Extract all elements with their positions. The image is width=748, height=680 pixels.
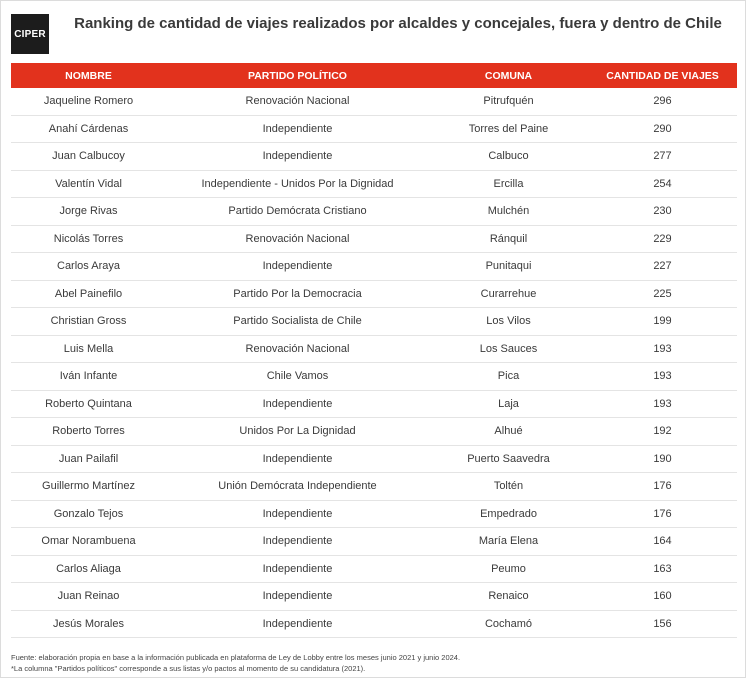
cell-viajes: 254	[588, 170, 737, 198]
table-row	[11, 88, 737, 115]
cell-comuna: Peumo	[429, 555, 588, 583]
cell-comuna: Punitaqui	[429, 253, 588, 281]
table-body	[11, 88, 737, 638]
cell-viajes: 176	[588, 473, 737, 501]
cell-viajes: 199	[588, 308, 737, 336]
cell-comuna: Ránquil	[429, 225, 588, 253]
chart-title: Ranking de cantidad de viajes realizados por alcaldes y concejales, fuera y dentro de Chile	[74, 15, 722, 32]
table-row	[11, 610, 737, 638]
table-row	[11, 418, 737, 446]
cell-viajes: 227	[588, 253, 737, 281]
cell-viajes: 193	[588, 390, 737, 418]
cell-viajes: 230	[588, 198, 737, 226]
cell-comuna: Curarrehue	[429, 280, 588, 308]
table-row	[11, 143, 737, 171]
cell-partido: Independiente	[166, 610, 429, 638]
table-row	[11, 363, 737, 391]
cell-partido: Independiente	[166, 500, 429, 528]
cell-partido: Renovación Nacional	[166, 335, 429, 363]
cell-nombre: Christian Gross	[11, 308, 166, 336]
cell-nombre: Roberto Torres	[11, 418, 166, 446]
cell-partido: Independiente	[166, 528, 429, 556]
cell-viajes: 163	[588, 555, 737, 583]
cell-partido: Independiente	[166, 445, 429, 473]
cell-comuna: Calbuco	[429, 143, 588, 171]
cell-viajes: 290	[588, 115, 737, 143]
cell-viajes: 156	[588, 610, 737, 638]
table-row	[11, 170, 737, 198]
cell-comuna: Empedrado	[429, 500, 588, 528]
table-row	[11, 308, 737, 336]
cell-partido: Renovación Nacional	[166, 88, 429, 115]
table-row	[11, 555, 737, 583]
cell-comuna: Pitrufquén	[429, 88, 588, 115]
cell-nombre: Nicolás Torres	[11, 225, 166, 253]
cell-nombre: Luis Mella	[11, 335, 166, 363]
logo-text: CIPER	[14, 28, 46, 40]
column-header-partido: PARTIDO POLÍTICO	[166, 63, 429, 88]
cell-nombre: Abel Painefilo	[11, 280, 166, 308]
cell-nombre: Omar Norambuena	[11, 528, 166, 556]
cell-viajes: 193	[588, 335, 737, 363]
cell-partido: Independiente	[166, 143, 429, 171]
table-row	[11, 445, 737, 473]
cell-comuna: Toltén	[429, 473, 588, 501]
cell-viajes: 190	[588, 445, 737, 473]
cell-viajes: 160	[588, 583, 737, 611]
cell-comuna: Mulchén	[429, 198, 588, 226]
table-row	[11, 390, 737, 418]
column-header-comuna: COMUNA	[429, 63, 588, 88]
cell-partido: Unión Demócrata Independiente	[166, 473, 429, 501]
cell-nombre: Gonzalo Tejos	[11, 500, 166, 528]
cell-partido: Independiente	[166, 115, 429, 143]
cell-partido: Independiente	[166, 555, 429, 583]
column-header-viajes: CANTIDAD DE VIAJES	[588, 63, 737, 88]
cell-nombre: Iván Infante	[11, 363, 166, 391]
cell-viajes: 176	[588, 500, 737, 528]
cell-comuna: Ercilla	[429, 170, 588, 198]
cell-viajes: 193	[588, 363, 737, 391]
cell-viajes: 164	[588, 528, 737, 556]
cell-partido: Independiente - Unidos Por la Dignidad	[166, 170, 429, 198]
cell-nombre: Jaqueline Romero	[11, 88, 166, 115]
table-row	[11, 198, 737, 226]
table-row	[11, 115, 737, 143]
cell-comuna: Laja	[429, 390, 588, 418]
cell-viajes: 225	[588, 280, 737, 308]
cell-partido: Renovación Nacional	[166, 225, 429, 253]
cell-nombre: Valentín Vidal	[11, 170, 166, 198]
column-header-nombre: NOMBRE	[11, 63, 166, 88]
cell-comuna: Puerto Saavedra	[429, 445, 588, 473]
cell-partido: Independiente	[166, 390, 429, 418]
cell-nombre: Jesús Morales	[11, 610, 166, 638]
table-row	[11, 583, 737, 611]
cell-comuna: Cochamó	[429, 610, 588, 638]
cell-partido: Partido Demócrata Cristiano	[166, 198, 429, 226]
cell-comuna: Los Vilos	[429, 308, 588, 336]
cell-comuna: Pica	[429, 363, 588, 391]
footer	[11, 652, 737, 674]
cell-nombre: Juan Pailafil	[11, 445, 166, 473]
footer-note: *La columna "Partidos políticos" corresponde a sus listas y/o pactos al momento de su candidatura (2021).	[11, 664, 366, 673]
cell-viajes: 277	[588, 143, 737, 171]
cell-partido: Unidos Por La Dignidad	[166, 418, 429, 446]
cell-viajes: 296	[588, 88, 737, 115]
cell-comuna: Alhué	[429, 418, 588, 446]
ciper-logo	[11, 14, 49, 54]
ranking-table	[11, 63, 737, 638]
footer-source: Fuente: elaboración propia en base a la información publicada en plataforma de Ley de Lobby entre los meses junio 2021 y junio 2024.	[11, 653, 461, 662]
table-row	[11, 253, 737, 281]
table-row	[11, 528, 737, 556]
cell-nombre: Guillermo Martínez	[11, 473, 166, 501]
cell-comuna: María Elena	[429, 528, 588, 556]
cell-comuna: Torres del Paine	[429, 115, 588, 143]
cell-nombre: Juan Calbucoy	[11, 143, 166, 171]
table-row	[11, 473, 737, 501]
cell-viajes: 229	[588, 225, 737, 253]
cell-partido: Independiente	[166, 253, 429, 281]
cell-nombre: Jorge Rivas	[11, 198, 166, 226]
table-row	[11, 280, 737, 308]
cell-nombre: Anahí Cárdenas	[11, 115, 166, 143]
table-row	[11, 225, 737, 253]
table-header-row	[11, 63, 737, 88]
table-row	[11, 500, 737, 528]
cell-nombre: Carlos Aliaga	[11, 555, 166, 583]
cell-comuna: Renaico	[429, 583, 588, 611]
cell-partido: Partido Por la Democracia	[166, 280, 429, 308]
cell-comuna: Los Sauces	[429, 335, 588, 363]
table-row	[11, 335, 737, 363]
cell-nombre: Carlos Araya	[11, 253, 166, 281]
cell-partido: Partido Socialista de Chile	[166, 308, 429, 336]
cell-nombre: Roberto Quintana	[11, 390, 166, 418]
cell-nombre: Juan Reinao	[11, 583, 166, 611]
cell-viajes: 192	[588, 418, 737, 446]
cell-partido: Chile Vamos	[166, 363, 429, 391]
cell-partido: Independiente	[166, 583, 429, 611]
